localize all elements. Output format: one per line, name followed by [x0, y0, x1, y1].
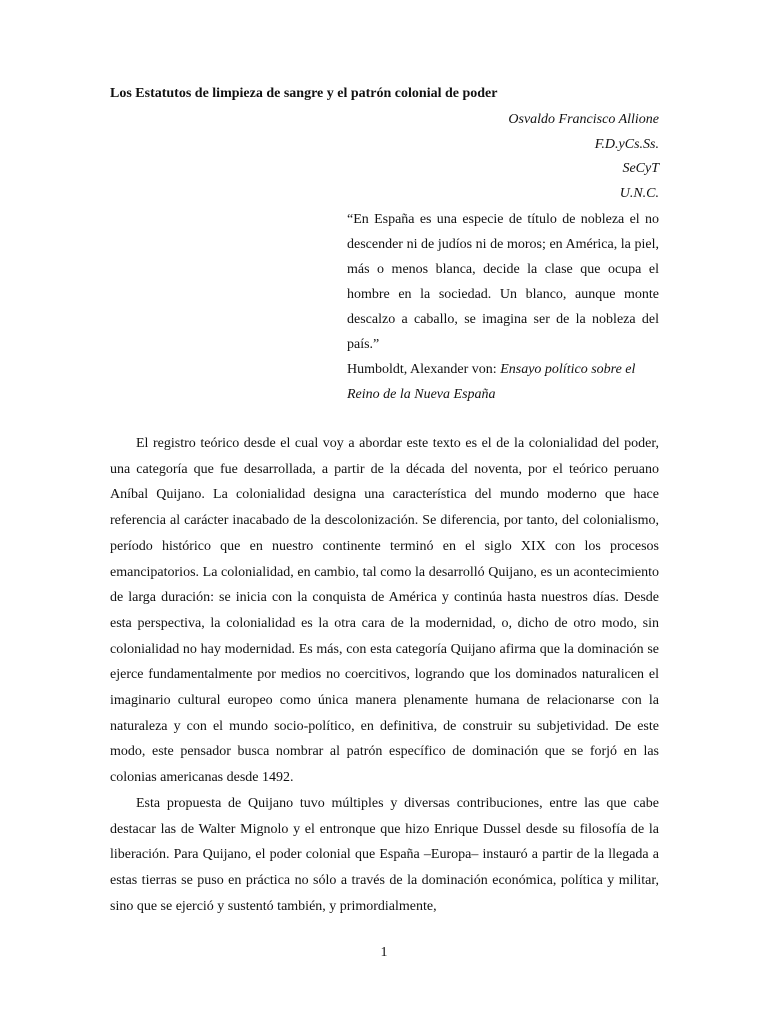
attribution-work: Ensayo político sobre el Reino de la Nueva España — [347, 362, 636, 402]
author-affiliation-university: U.N.C. — [619, 185, 659, 201]
attribution-author: Humboldt, Alexander von: — [347, 362, 501, 377]
author-name: Osvaldo Francisco Allione — [508, 112, 659, 127]
epigraph-quote: “En España es una especie de título de nobleza el no descender ni de judíos ni de moros; en América, la piel, más o menos blanca, decide la clase que ocupa el hombre en la sociedad. Un blanco, aunque monte descalzo a caballo, se imagina ser de la nobleza del país.” — [347, 212, 659, 352]
body-text — [110, 431, 659, 919]
page-number: 1 — [380, 945, 388, 960]
epigraph-attribution — [347, 357, 667, 407]
author-block — [508, 108, 659, 206]
body-paragraph-2: Esta propuesta de Quijano tuvo múltiples y diversas contribuciones, entre las que cabe destacar las de Walter Mignolo y el entronque que hizo Enrique Dussel desde su filosofía de la liberación. Para Quijano, el poder colonial que España –Europa– instauró a partir de la llegada a estas tierras se puso en práctica no sólo a través de la dominación económica, política y militar, sino que se ejerció y sustentó también, y primordialmente, — [110, 795, 659, 914]
document-title: Los Estatutos de limpieza de sangre y el patrón colonial de poder — [110, 86, 498, 101]
author-affiliation-faculty: F.D.yCs.Ss. — [594, 136, 659, 152]
body-paragraph-1: El registro teórico desde el cual voy a abordar este texto es el de la colonialidad del poder, una categoría que fue desarrollada, a partir de la década del noventa, por el teórico peruano Aníbal Quijano. La colonialidad designa una característica del mundo moderno que hace referencia al carácter inacabado de la descolonización. Se diferencia, por tanto, del colonialismo, período histórico que en nuestro continente terminó en el siglo XIX con los procesos emancipatorios. La colonialidad, en cambio, tal como la desarrolló Quijano, es un acontecimiento de larga duración: se inicia con la conquista de América y continúa hasta nuestros días. Desde esta perspectiva, la colonialidad es la otra cara de la modernidad, o, dicho de otro modo, sin colonialidad no hay modernidad. Es más, con esta categoría Quijano afirma que la dominación se ejerce fundamentalmente por medios no coercitivos, logrando que los dominados naturalicen el imaginario cultural europeo como única manera plenamente humana de relacionarse con la naturaleza y con el mundo socio-político, en definitiva, de construir su subjetividad. De este modo, este pensador busca nombrar al patrón específico de dominación que se forjó en las colonias americanas desde 1492. — [110, 436, 659, 786]
author-affiliation-secyt: SeCyT — [622, 161, 659, 176]
